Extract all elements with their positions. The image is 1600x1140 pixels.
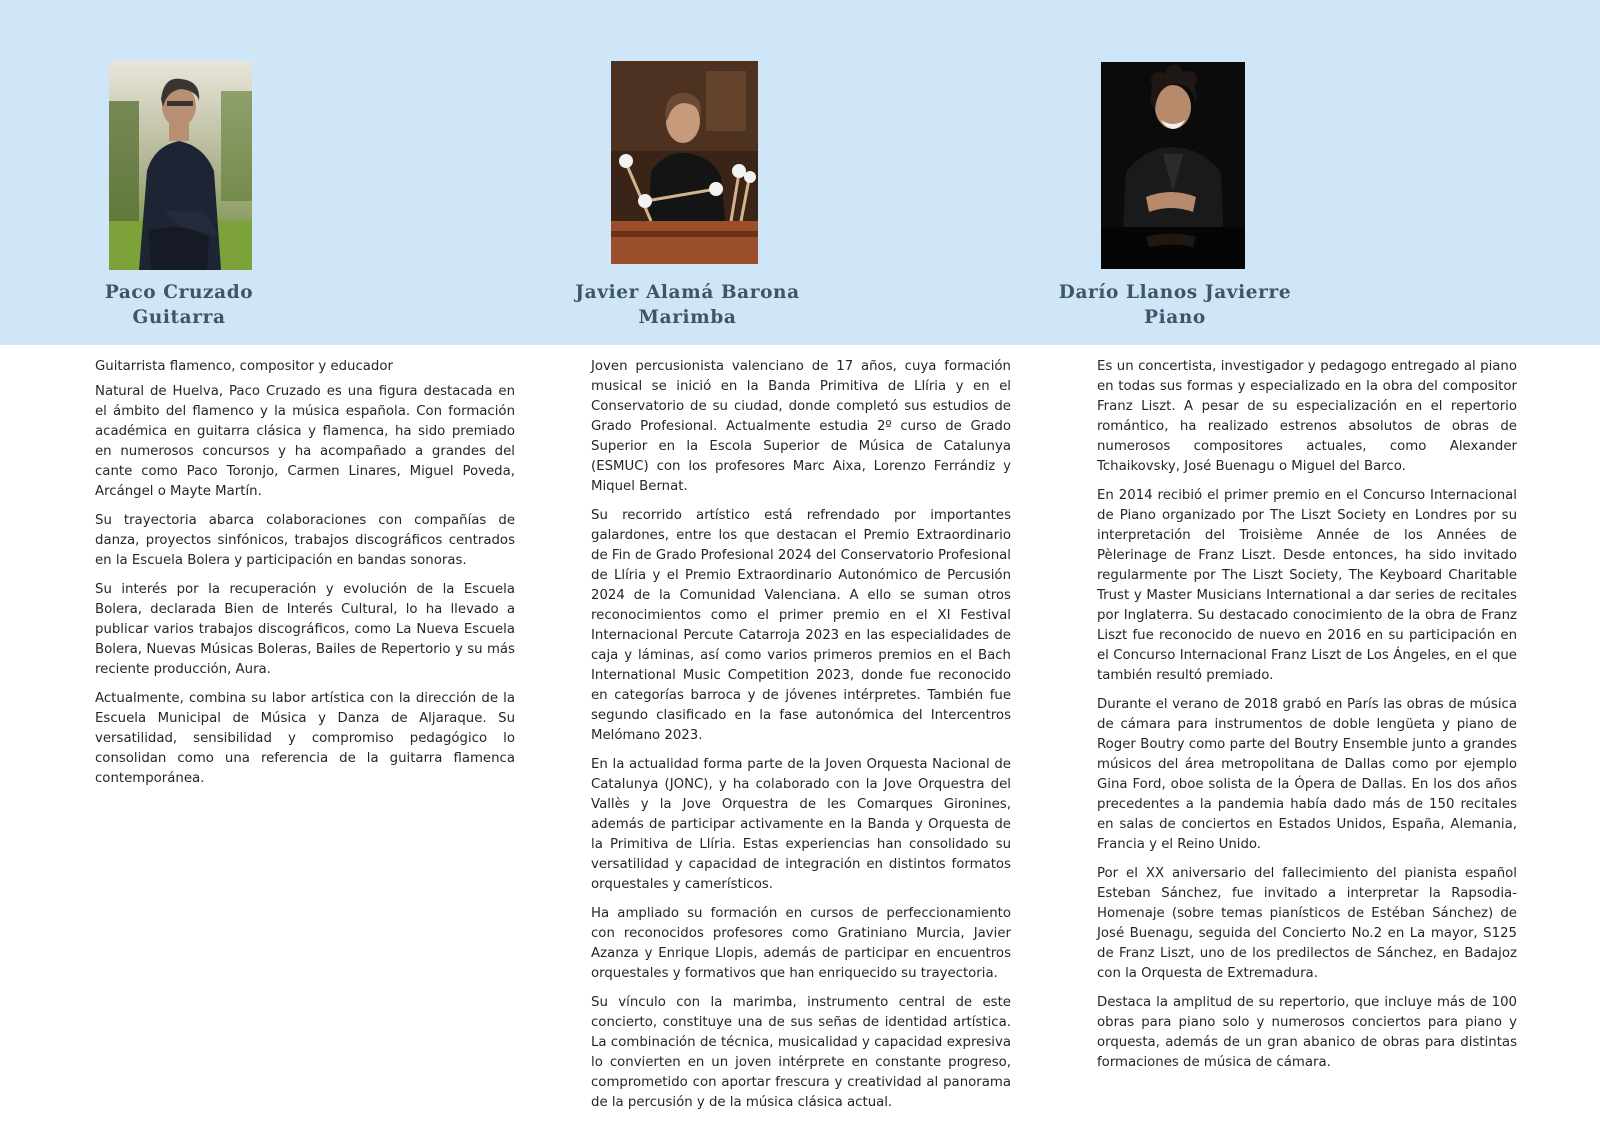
bio-paragraph: En la actualidad forma parte de la Joven Orquesta Nacional de Catalunya (JONC), y ha colaborado con la Jove Orquestra del Vallès y la Jove Orquestra de les Comarques Gironines, además de participar activamente en la Banda y Orquesta de la Primitiva de Llíria. Estas experiencias han consolidado su versatilidad y capacidad de integración en distintos formatos orquestales y camerísticos.	[591, 757, 1011, 892]
performer-3-name: Darío Llanos Javierre	[1058, 282, 1292, 303]
performer-2-name: Javier Alamá Barona	[575, 282, 800, 303]
performer-1-instrument: Guitarra	[132, 307, 226, 328]
bio-paragraph: Actualmente, combina su labor artística con la dirección de la Escuela Municipal de Música y Danza de Aljaraque. Su versatilidad, sensibilidad y compromiso pedagógico lo consolidan como una referencia de la guitarra flamenca contemporánea.	[95, 691, 515, 786]
bio-column-paco-cruzado	[95, 357, 515, 798]
bio-paragraph: Destaca la amplitud de su repertorio, que incluye más de 100 obras para piano solo y numerosos conciertos para piano y orquesta, además de un gran abanico de obras para distintas formaciones de música de cámara.	[1097, 995, 1517, 1070]
bio-paragraph: Guitarrista flamenco, compositor y educador	[95, 359, 393, 374]
bio-paragraph: Natural de Huelva, Paco Cruzado es una figura destacada en el ámbito del flamenco y la música española. Con formación académica en guitarra clásica y flamenca, ha sido premiado en numerosos concursos y ha acompañado a grandes del cante como Paco Toronjo, Carmen Linares, Miguel Poveda, Arcángel o Mayte Martín.	[95, 384, 515, 499]
bio-column-dario-llanos-javierre	[1097, 357, 1517, 1082]
photo-dario-llanos-javierre	[1101, 62, 1245, 269]
performer-2-heading	[555, 280, 820, 330]
bio-paragraph: Su vínculo con la marimba, instrumento central de este concierto, constituye una de sus señas de identidad artística. La combinación de técnica, musicalidad y capacidad expresiva lo convierten en un joven intérprete en constante progreso, comprometido con aportar frescura y creatividad al panorama de la percusión y de la música clásica actual.	[591, 995, 1011, 1110]
bio-paragraph: Por el XX aniversario del fallecimiento del pianista español Esteban Sánchez, fue invitado a interpretar la Rapsodia-Homenaje (sobre temas pianísticos de Estéban Sánchez) de José Buenagu, seguida del Concierto No.2 en La mayor, S125 de Franz Liszt, uno de los predilectos de Sánchez, en Badajoz con la Orquesta de Extremadura.	[1097, 866, 1517, 981]
bio-paragraph: Su interés por la recuperación y evolución de la Escuela Bolera, declarada Bien de Interés Cultural, lo ha llevado a publicar varios trabajos discográficos, como La Nueva Escuela Bolera, Nuevas Músicas Boleras, Bailes de Repertorio y su más reciente producción, Aura.	[95, 582, 515, 677]
photo-javier-alama-barona	[611, 61, 758, 264]
bio-paragraph: Es un concertista, investigador y pedagogo entregado al piano en todas sus formas y especializado en la obra del compositor Franz Liszt. A pesar de su especialización en el repertorio romántico, ha realizado estrenos absolutos de obras de numerosos compositores actuales, como Alexander Tchaikovsky, José Buenagu o Miguel del Barco.	[1097, 359, 1517, 474]
bio-paragraph: Su recorrido artístico está refrendado por importantes galardones, entre los que destacan el Premio Extraordinario de Fin de Grado Profesional 2024 del Conservatorio Profesional de Llíria y el Premio Extraordinario Autonómico de Percusión 2024 de la Comunidad Valenciana. A ello se suman otros reconocimientos como el primer premio en el XI Festival Internacional Percute Catarroja 2023 en las especialidades de caja y láminas, así como varios primeros premios en el Bach International Music Competition 2023, donde fue reconocido en categorías barroca y de jóvenes intérpretes. También fue segundo clasificado en la fase autonómica del Intercentros Melómano 2023.	[591, 508, 1011, 743]
bio-column-javier-alama-barona	[591, 357, 1011, 1122]
performer-1-heading	[79, 280, 279, 330]
performer-3-instrument: Piano	[1144, 307, 1206, 328]
bio-paragraph: En 2014 recibió el primer premio en el Concurso Internacional de Piano organizado por The Liszt Society en Londres por su interpretación del Troisième Année de los Années de Pèlerinage de Franz Liszt. Desde entonces, ha sido invitado regularmente por The Liszt Society, The Keyboard Charitable Trust y Master Musicians International a dar series de recitales por Inglaterra. Su destacado conocimiento de la obra de Franz Liszt fue reconocido de nuevo en 2016 en su participación en el Concurso Internacional Franz Liszt de Los Ángeles, en el que también resultó premiado.	[1097, 488, 1517, 683]
performer-2-instrument: Marimba	[638, 307, 737, 328]
performer-1-name: Paco Cruzado	[104, 282, 254, 303]
photo-paco-cruzado	[109, 61, 252, 270]
bio-paragraph: Joven percusionista valenciano de 17 años, cuya formación musical se inició en la Banda Primitiva de Llíria y en el Conservatorio de su ciudad, donde completó sus estudios de Grado Profesional. Actualmente estudia 2º curso de Grado Superior en la Escola Superior de Música de Catalunya (ESMUC) con los profesores Marc Aixa, Lorenzo Ferrándiz y Miquel Bernat.	[591, 359, 1011, 494]
bio-paragraph: Su trayectoria abarca colaboraciones con compañías de danza, proyectos sinfónicos, trabajos discográficos centrados en la Escuela Bolera y participación en bandas sonoras.	[95, 513, 515, 568]
performer-3-heading	[1040, 280, 1310, 330]
bio-paragraph: Durante el verano de 2018 grabó en París las obras de música de cámara para instrumentos de doble lengüeta y piano de Roger Boutry como parte del Boutry Ensemble junto a grandes músicos del área metropolitana de Dallas como por ejemplo Gina Ford, oboe solista de la Ópera de Dallas. En los dos años precedentes a la pandemia había dado más de 150 recitales en salas de conciertos en Estados Unidos, España, Alemania, Francia y el Reino Unido.	[1097, 697, 1517, 852]
bio-paragraph: Ha ampliado su formación en cursos de perfeccionamiento con reconocidos profesores como Gratiniano Murcia, Javier Azanza y Enrique Llopis, además de participar en encuentros orquestales y formativos que han enriquecido su trayectoria.	[591, 906, 1011, 981]
